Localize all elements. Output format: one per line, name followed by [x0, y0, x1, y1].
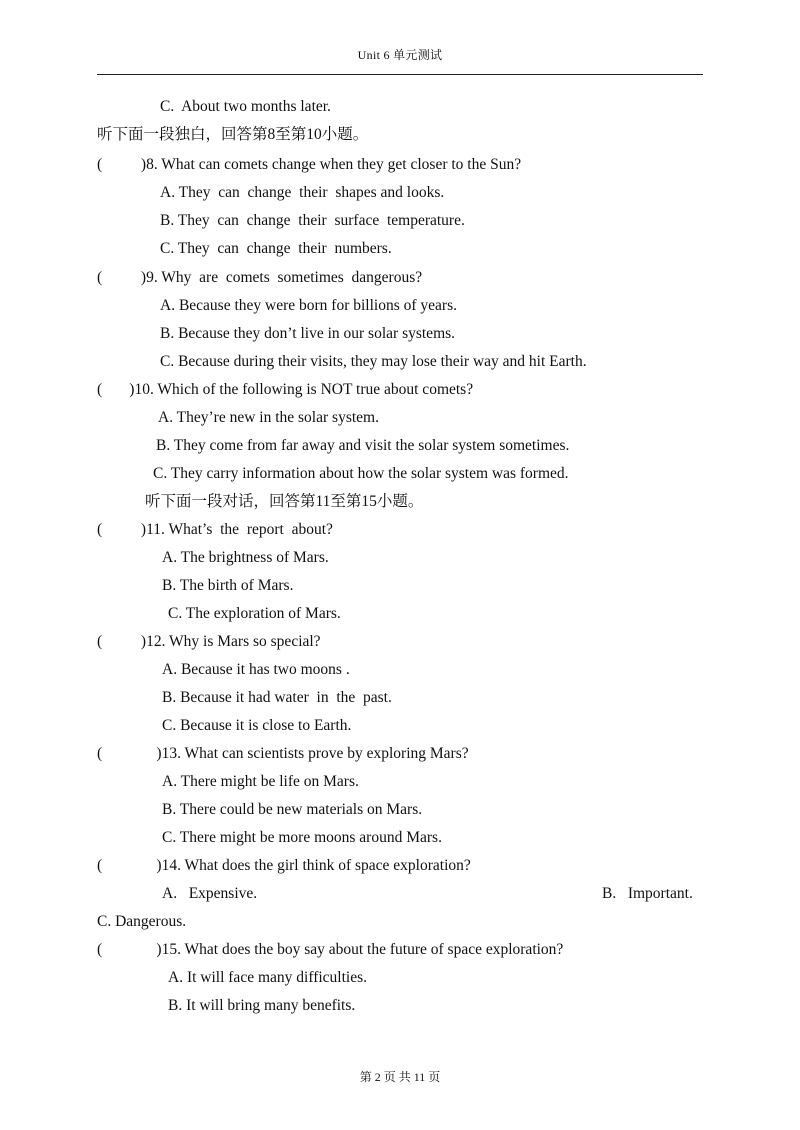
- q14-option-b: B. Important.: [602, 885, 693, 902]
- question-12: [97, 632, 321, 652]
- q12-option-a: A. Because it has two moons .: [162, 661, 350, 678]
- q12-option-c: C. Because it is close to Earth.: [162, 717, 352, 734]
- answer-blank[interactable]: ( ): [97, 633, 147, 650]
- question-text: 9. Why are comets sometimes dangerous?: [146, 269, 423, 286]
- q9-option-c: C. Because during their visits, they may lose their way and hit Earth.: [160, 353, 587, 370]
- question-14: [97, 856, 471, 876]
- question-text: 8. What can comets change when they get closer to the Sun?: [146, 156, 522, 173]
- answer-blank[interactable]: ( ): [97, 941, 162, 958]
- q15-option-b: B. It will bring many benefits.: [168, 997, 356, 1014]
- q14-option-a: A. Expensive.: [162, 885, 258, 902]
- q8-option-a: A. They can change their shapes and looks.: [160, 184, 445, 201]
- question-text: 13. What can scientists prove by exploring Mars?: [161, 745, 469, 762]
- question-11: [97, 520, 333, 540]
- q9-option-a: A. Because they were born for billions of years.: [160, 297, 457, 314]
- question-13: [97, 744, 469, 764]
- question-text: 15. What does the boy say about the future of space exploration?: [161, 941, 564, 958]
- section-instruction-monologue: 听下面一段独白，回答第8至第10小题。: [97, 126, 369, 143]
- question-text: 12. Why is Mars so special?: [146, 633, 321, 650]
- q11-option-b: B. The birth of Mars.: [162, 577, 294, 594]
- question-15: [97, 940, 563, 960]
- q7-option-c: C. About two months later.: [160, 98, 331, 115]
- question-text: 11. What’s the report about?: [146, 521, 333, 538]
- answer-blank[interactable]: ( ): [97, 857, 162, 874]
- q15-option-a: A. It will face many difficulties.: [168, 969, 368, 986]
- page-header: Unit 6 单元测试: [357, 48, 443, 62]
- q8-option-b: B. They can change their surface temperature.: [160, 212, 465, 229]
- answer-blank[interactable]: ( ): [97, 521, 147, 538]
- answer-blank[interactable]: ( ): [97, 269, 147, 286]
- q8-option-c: C. They can change their numbers.: [160, 240, 392, 257]
- answer-blank[interactable]: ( ): [97, 745, 162, 762]
- header-rule: [97, 74, 703, 75]
- q9-option-b: B. Because they don’t live in our solar systems.: [160, 325, 456, 342]
- q11-option-a: A. The brightness of Mars.: [162, 549, 329, 566]
- q10-option-a: A. They’re new in the solar system.: [158, 409, 379, 426]
- q11-option-c: C. The exploration of Mars.: [168, 605, 341, 622]
- answer-blank[interactable]: ( ): [97, 381, 135, 398]
- q13-option-a: A. There might be life on Mars.: [162, 773, 359, 790]
- q13-option-b: B. There could be new materials on Mars.: [162, 801, 423, 818]
- question-text: 10. Which of the following is NOT true about comets?: [134, 381, 474, 398]
- q10-option-c: C. They carry information about how the solar system was formed.: [153, 465, 569, 482]
- section-instruction-dialogue: 听下面一段对话，回答第11至第15小题。: [145, 493, 424, 510]
- q14-option-c: C. Dangerous.: [97, 913, 187, 930]
- q12-option-b: B. Because it had water in the past.: [162, 689, 392, 706]
- answer-blank[interactable]: ( ): [97, 156, 147, 173]
- q13-option-c: C. There might be more moons around Mars.: [162, 829, 442, 846]
- question-9: [97, 268, 422, 288]
- question-8: [97, 155, 521, 175]
- page-footer: 第 2 页 共 11 页: [359, 1070, 441, 1084]
- question-text: 14. What does the girl think of space exploration?: [161, 857, 471, 874]
- question-10: [97, 380, 473, 400]
- q10-option-b: B. They come from far away and visit the solar system sometimes.: [156, 437, 570, 454]
